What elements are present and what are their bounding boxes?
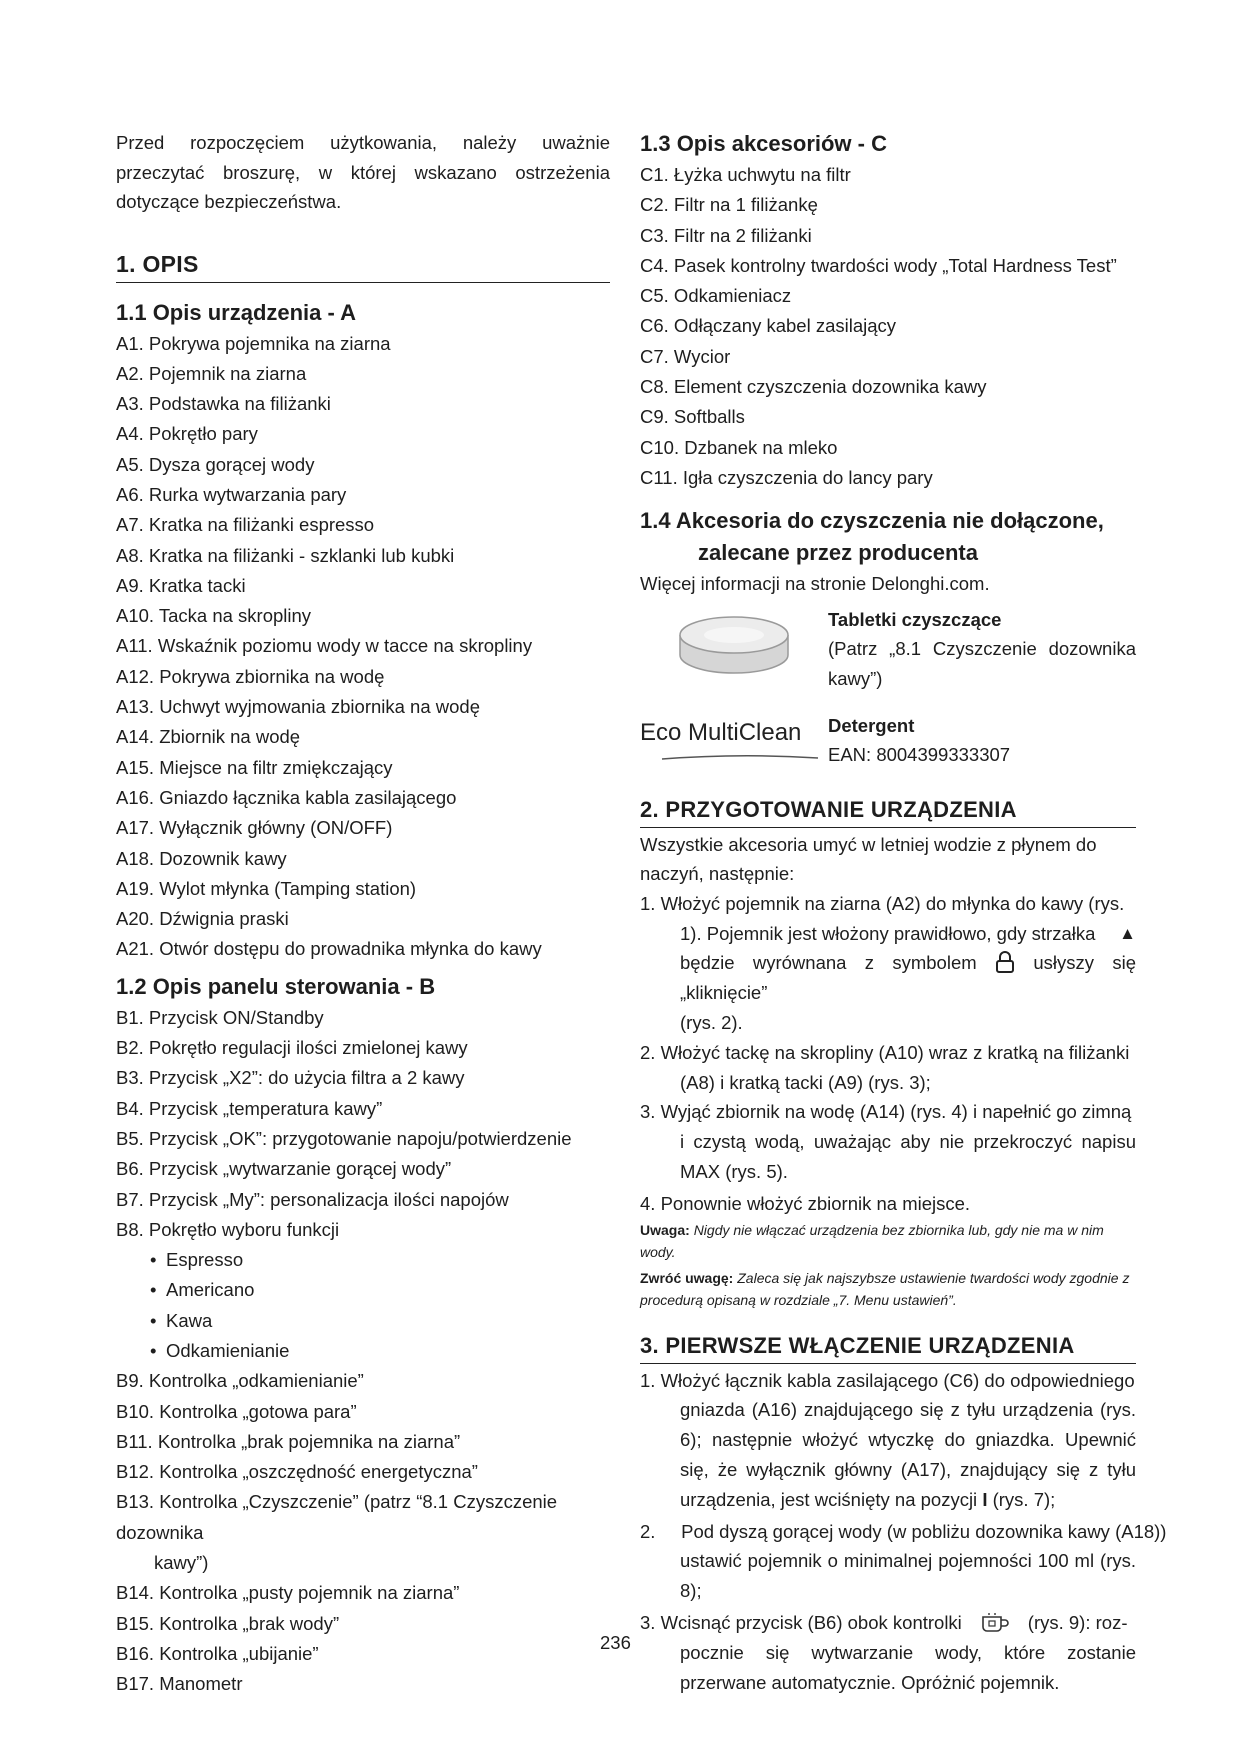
accessory-detergent [640,711,1136,775]
step-item [640,1038,1136,1098]
list-item: A2. Pojemnik na ziarna [116,362,307,384]
list-item: B10. Kontrolka „gotowa para” [116,1400,357,1422]
list-item: B12. Kontrolka „oszczędność energetyczna” [116,1461,478,1483]
list-item: C5. Odkamieniacz [640,285,792,307]
more-info-text: Więcej informacji na stronie Delonghi.com. [640,573,990,595]
step-item [640,1608,1136,1697]
list-item: A7. Kratka na filiżanki espresso [116,514,375,536]
left-column [116,128,610,1700]
list-item: A8. Kratka na filiżanki - szklanki lub kubki [116,544,455,566]
page-number: 236 [600,1632,631,1653]
step-line: 1). Pojemnik jest włożony prawidłowo, gdy strzałka [680,922,1096,944]
step-line: (rys. 2). [680,1011,743,1033]
list-item: A1. Pokrywa pojemnika na ziarna [116,332,391,354]
list-item: C9. Softballs [640,406,745,428]
step-line: będzie wyrównana z symbolem [680,952,977,974]
list-item: A17. Wyłącznik główny (ON/OFF) [116,817,393,839]
list-item: A13. Uchwyt wyjmowania zbiornika na wodę [116,696,481,718]
list-item: A9. Kratka tacki [116,574,246,596]
accessories-list [640,160,1136,493]
list-item: A19. Wylot młynka (Tamping station) [116,877,417,899]
list-item: C11. Igła czyszczenia do lancy pary [640,466,933,488]
list-item: C1. Łyżka uchwytu na filtr [640,164,851,185]
step-line: 1. Włożyć łącznik kabla zasilającego (C6) do odpowiedniego [640,1369,1135,1391]
subsection-1-2-heading: 1.2 Opis panelu sterowania - B [116,973,436,999]
subsection-1-4-heading: 1.4 Akcesoria do czyszczenia nie dołączone, [640,508,1104,534]
accessory-name: Tabletki czyszczące [828,608,1002,630]
list-item: A11. Wskaźnik poziomu wody w tacce na skropliny [116,635,533,657]
step-line: gniazda (A16) znajdującego się z tyłu urządzenia (rys. 6); następnie włożyć wtyczkę do gniazdka. Upewnić się, że wyłącznik główny (A17), znajdujący się z tyłu urządzenia, jest wciśnięty na pozycji [680,1399,1136,1510]
step-line: (rys. 7); [992,1488,1056,1510]
step-item [640,1097,1136,1186]
step-continuation: i czystą wodą, uważając aby nie przekroczyć napisu MAX (rys. 5). [680,1131,1136,1182]
intro-text: Przed rozpoczęciem użytkowania, należy uważnie przeczytać broszurę, w której wskazano ostrzeżenia dotyczące bezpieczeństwa. [116,132,610,212]
section-3-heading: 3. PIERWSZE WŁĄCZENIE URZĄDZENIA [640,1333,1136,1364]
step-continuation: (A8) i kratką tacki (A9) (rys. 3); [680,1071,931,1093]
list-item: A12. Pokrywa zbiornika na wodę [116,665,385,687]
step-line: 3. Wyjąć zbiornik na wodę (A14) (rys. 4) i napełnić go zimną [640,1101,1132,1123]
list-item: A21. Otwór dostępu do prowadnika młynka do kawy [116,938,542,960]
list-item: C7. Wycior [640,345,731,367]
list-item: B5. Przycisk „OK”: przygotowanie napoju/potwierdzenie [116,1127,572,1149]
note-text: Zaleca się jak najszybsze ustawienie twardości wody zgodnie z procedurą opisaną w rozdziale „7. Menu ustawień”. [640,1269,1130,1308]
cleaning-tablet-icon [676,613,792,677]
list-item: C6. Odłączany kabel zasilający [640,315,897,337]
note-label: Uwaga: [640,1221,690,1238]
note-label: Zwróć uwagę: [640,1269,734,1286]
step-line: 1. Włożyć pojemnik na ziarna (A2) do młynka do kawy (rys. [640,892,1125,914]
right-column [640,128,1167,1697]
step-item [640,1517,1167,1606]
subsection-1-1-heading: 1.1 Opis urządzenia - A [116,299,357,325]
step-continuation [640,1395,1136,1514]
list-item: B15. Kontrolka „brak wody” [116,1612,340,1634]
list-item: B11. Kontrolka „brak pojemnika na ziarna” [116,1430,461,1452]
list-item: C10. Dzbanek na mleko [640,436,838,458]
list-item: A16. Gniazdo łącznika kabla zasilającego [116,786,457,808]
section-1-heading: 1. OPIS [116,251,610,283]
section-2-intro: Wszystkie akcesoria umyć w letniej wodzie z płynem do naczyń, następnie: [640,833,1097,885]
attention-note [640,1267,1136,1311]
arrow-triangle-icon: ▲ [1119,923,1136,943]
step-line: 2. Włożyć tackę na skropliny (A10) wraz z kratką na filiżanki [640,1041,1130,1063]
list-item: B2. Pokrętło regulacji ilości zmielonej kawy [116,1037,468,1059]
list-item: B4. Przycisk „temperatura kawy” [116,1097,383,1119]
list-item: B17. Manometr [116,1673,243,1695]
list-item [116,1487,610,1578]
note-text: Nigdy nie włączać urządzenia bez zbiornika lub, gdy nie ma w nim wody. [640,1221,1104,1260]
list-item: C3. Filtr na 2 filiżanki [640,224,812,246]
list-item: A5. Dysza gorącej wody [116,453,315,475]
list-item-line: B13. Kontrolka „Czyszczenie” (patrz “8.1 Czyszczenie dozownika [116,1491,558,1543]
list-item: C4. Pasek kontrolny twardości wody „Total Hardness Test” [640,254,1117,276]
list-item: A6. Rurka wytwarzania pary [116,483,347,505]
bullet-item: • Kawa [116,1306,610,1336]
control-panel-list [116,1003,610,1700]
accessory-description [828,711,1010,770]
list-item: A10. Tacka na skropliny [116,605,312,627]
step-item [640,1366,1136,1515]
step-item [640,889,1136,1038]
list-item: C8. Element czyszczenia dozownika kawy [640,376,987,398]
bullet-item: • Americano [116,1275,610,1305]
list-item: A20. Dźwignia praski [116,908,289,930]
list-item: B14. Kontrolka „pusty pojemnik na ziarna” [116,1582,460,1604]
accessory-name: Detergent [828,714,915,736]
list-item: B6. Przycisk „wytwarzanie gorącej wody” [116,1158,452,1180]
list-item: B16. Kontrolka „ubijanie” [116,1642,319,1664]
list-item: A15. Miejsce na filtr zmiękczający [116,756,393,778]
list-item: B9. Kontrolka „odkamienianie” [116,1370,364,1392]
list-item: B7. Przycisk „My”: personalizacja ilości napojów [116,1188,509,1210]
step-continuation: pocznie się wytwarzanie wody, które zostanie przerwane automatycznie. Opróżnić pojemnik. [680,1641,1136,1693]
list-item: A3. Podstawka na filiżanki [116,393,331,415]
logo-swoosh-icon [660,753,820,761]
device-parts-list [116,329,610,965]
list-item: A14. Zbiornik na wodę [116,726,301,748]
step-continuation [640,919,1136,1038]
warning-note [640,1219,1136,1263]
step-line: 2. Pod dyszą gorącej wody (w pobliżu dozownika kawy (A18)) [640,1520,1167,1542]
accessory-cleaning-tablets [640,605,1136,697]
bullet-item: • Espresso [116,1245,610,1275]
list-item: B3. Przycisk „X2”: do użycia filtra a 2 kawy [116,1067,465,1089]
bullet-item: • Odkamienianie [116,1336,610,1366]
list-item: A4. Pokrętło pary [116,423,258,445]
step-line: 3. Wcisnąć przycisk (B6) obok kontrolki [640,1611,962,1633]
step-line: (rys. 9): roz- [1027,1611,1128,1633]
eco-multiclean-logo: Eco MultiClean [640,718,802,746]
section-2-heading: 2. PRZYGOTOWANIE URZĄDZENIA [640,797,1136,828]
subsection-1-3-heading: 1.3 Opis akcesoriów - C [640,131,887,156]
list-item: B1. Przycisk ON/Standby [116,1006,324,1028]
switch-position: I [982,1488,988,1510]
step-line: usłyszy się „kliknięcie” [680,952,1136,1004]
accessory-reference: (Patrz „8.1 Czyszczenie dozownika kawy”) [828,638,1136,689]
step-item: 4. Ponownie włożyć zbiornik na miejsce. [640,1192,971,1214]
list-item: B8. Pokrętło wyboru funkcji [116,1218,340,1240]
list-item-line: kawy”) [154,1552,209,1574]
list-item: A18. Dozownik kawy [116,847,287,869]
padlock-icon [995,951,1015,973]
accessory-ean: EAN: 8004399333307 [828,744,1011,766]
accessory-description [828,605,1136,694]
step-continuation: ustawić pojemnik o minimalnej pojemności 100 ml (rys. 8); [680,1550,1136,1602]
list-item: C2. Filtr na 1 filiżankę [640,194,818,216]
hot-water-cup-icon [980,1611,1010,1633]
subsection-1-4-heading-cont: zalecane przez producenta [698,540,978,566]
